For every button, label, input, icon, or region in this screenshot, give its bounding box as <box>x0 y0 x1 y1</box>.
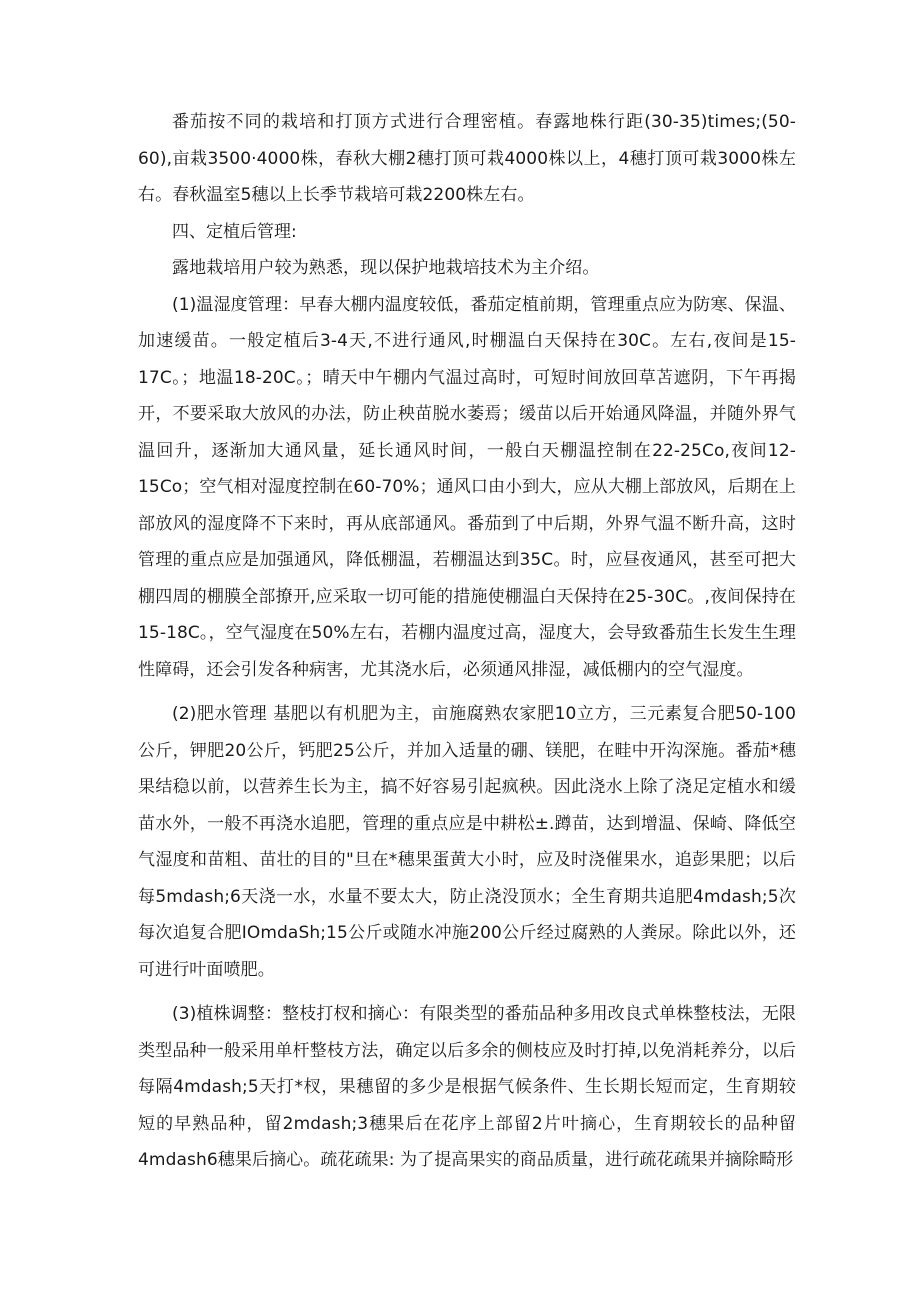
paragraph-intro: 露地栽培用户较为熟悉，现以保护地栽培技术为主介绍。 <box>172 258 600 278</box>
paragraph-plant-adjustment: (3)植株调整：整枝打杈和摘心：有限类型的番茄品种多用改良式单株整枝法，无限类型品种一般采用单杆整枝方法，确定以后多余的侧枝应及时打掉,以免消耗养分，以后每隔4mdash;5天打*杈，果穗留的多少是根据气候条件、生长期长短而定，生育期较短的早熟品种，留2mdash;3穗果后在花序上部留2片叶摘心，生育期较长的品种留4mdash6穗果后摘心。疏花疏果: 为了提高果实的商品质量，进行疏花疏果并摘除畸形 <box>138 1004 796 1170</box>
section-heading: 四、定植后管理: <box>172 221 297 242</box>
paragraph-planting-density: 番茄按不同的栽培和打顶方式进行合理密植。春露地株行距(30-35)times;(50-60),亩栽3500·4000株，春秋大棚2穗打顶可栽4000株以上，4穗打顶可栽3000株左右。春秋温室5穗以上长季节栽培可栽2200株左右。 <box>138 112 796 205</box>
paragraph-fertilizer-water: (2)肥水管理 基肥以有机肥为主，亩施腐熟农家肥10立方，三元素复合肥50-100公斤，钾肥20公斤，钙肥25公斤，并加入适量的硼、镁肥，在畦中开沟深施。番茄*穗果结稳以前，以营养生长为主，搞不好容易引起疯秧。因此浇水上除了浇足定植水和缓苗水外，一般不再浇水追肥，管理的重点应是中耕松±.蹲苗，达到增温、保崎、降低空气湿度和苗粗、苗壮的目的"旦在*穗果蛋黄大小时，应及时浇催果水，追彭果肥；以后每5mdash;6天浇一水，水量不要太大，防止浇没顶水；全生育期共追肥4mdash;5次每次追复合肥IOmdaSh;15公斤或随水冲施200公斤经过腐熟的人粪尿。除此以外，还可进行叶面喷肥。 <box>138 704 796 980</box>
document-page <box>138 104 796 1179</box>
paragraph-temperature-humidity: (1)温湿度管理：早春大棚内温度较低，番茄定植前期，管理重点应为防寒、保温、加速缓苗。一般定植后3-4天,不进行通风,时棚温白天保持在30C。左右,夜间是15-17C。；地温18-20C。；晴天中午棚内气温过高时，可短时间放回草苫遮阴，下午再揭开，不要采取大放风的办法，防止秧苗脱水萎焉；缓苗以后开始通风降温，并随外界气温回升，逐渐加大通风量，延长通风时间，一般白天棚温控制在22-25Co,夜间12-15Co；空气相对湿度控制在60-70%；通风口由小到大，应从大棚上部放风，后期在上部放风的湿度降不下来时，再从底部通风。番茄到了中后期，外界气温不断升高，这时管理的重点应是加强通风，降低棚温，若棚温达到35C。时，应昼夜通风，甚至可把大棚四周的棚膜全部撩开,应采取一切可能的措施使棚温白天保持在25-30C。,夜间保持在15-18C。，空气湿度在50%左右，若棚内温度过高，湿度大，会导致番茄生长发生生理性障碍，还会引发各种病害，尤其浇水后，必须通风排湿，减低棚内的空气湿度。 <box>138 294 796 680</box>
